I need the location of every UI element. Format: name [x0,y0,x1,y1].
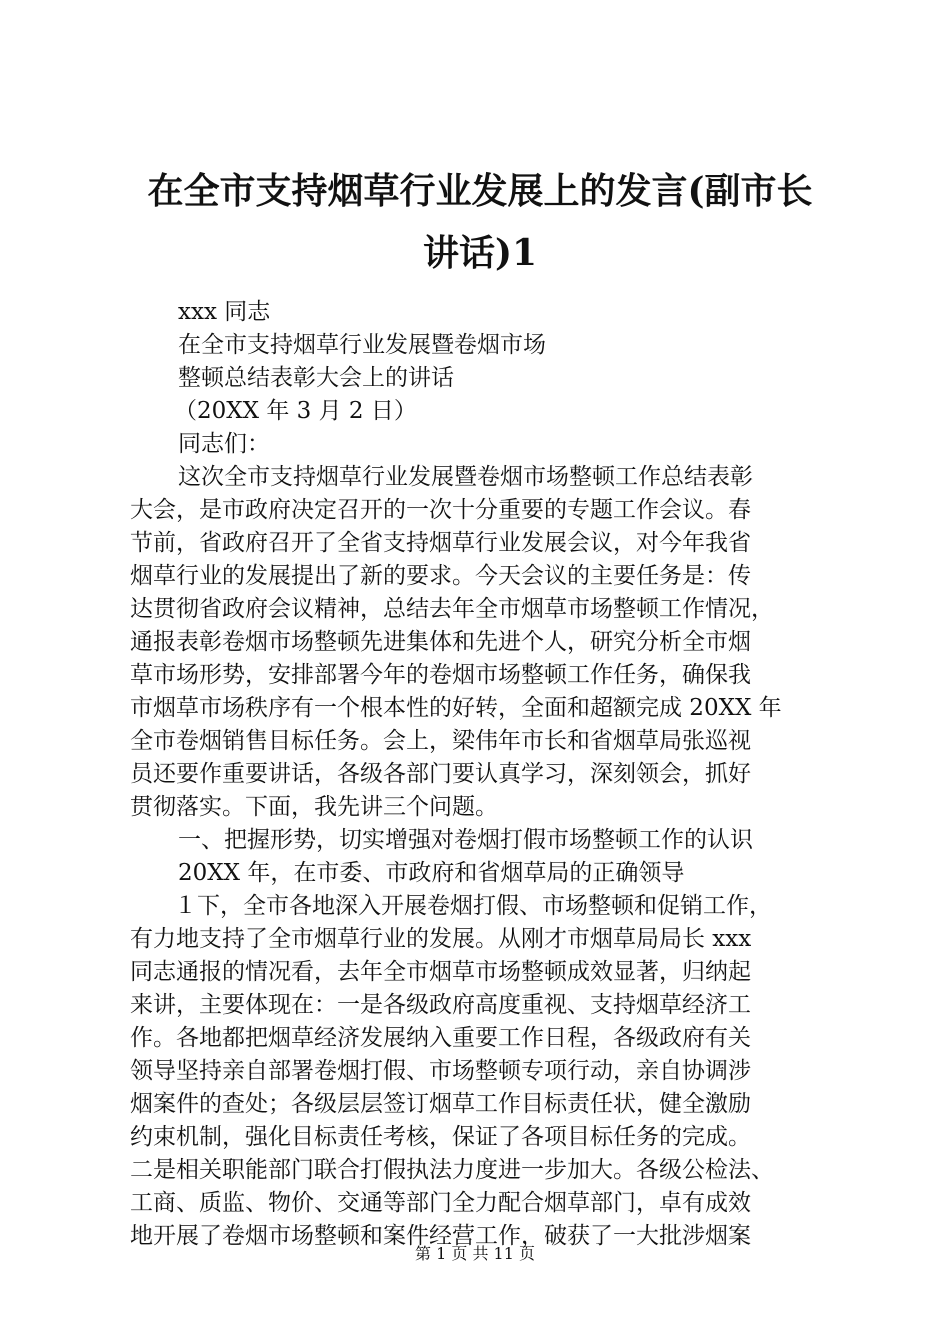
body-line: 全市卷烟销售目标任务。会上，梁伟年市长和省烟草局张巡视 [130,728,751,754]
body-line: 达贯彻省政府会议精神，总结去年全市烟草市场整顿工作情况， [130,596,774,622]
body-line: 员还要作重要讲话，各级各部门要认真学习，深刻领会，抓好 [130,761,751,787]
document-title: 在全市支持烟草行业发展上的发言(副市长讲话)1 [147,170,813,274]
body-line: 这次全市支持烟草行业发展暨卷烟市场整顿工作总结表彰 [178,464,753,490]
body-line: 有力地支持了全市烟草行业的发展。从刚才市烟草局局长 xxx [130,926,752,952]
body-line: 地开展了卷烟市场整顿和案件经营工作，破获了一大批涉烟案 [130,1223,751,1249]
body-line: 通报表彰卷烟市场整顿先进集体和先进个人，研究分析全市烟 [130,629,751,655]
body-line: 同志们： [178,431,270,457]
body-line: 二是相关职能部门联合打假执法力度进一步加大。各级公检法、 [130,1157,774,1183]
page-footer: 第 1 页 共 11 页 [415,1244,535,1263]
body-line: 整顿总结表彰大会上的讲话 [178,365,454,391]
body-line: 草市场形势，安排部署今年的卷烟市场整顿工作任务，确保我 [130,662,751,688]
body-line: １下，全市各地深入开展卷烟打假、市场整顿和促销工作， [174,893,772,919]
body-line: xxx 同志 [178,299,271,325]
body-line: 作。各地都把烟草经济发展纳入重要工作日程，各级政府有关 [130,1025,751,1051]
body-line: 市烟草市场秩序有一个根本性的好转，全面和超额完成 20XX 年 [130,695,782,721]
document-body [130,296,830,1253]
body-line: 来讲，主要体现在：一是各级政府高度重视、支持烟草经济工 [130,992,751,1018]
body-line: 同志通报的情况看，去年全市烟草市场整顿成效显著，归纳起 [130,959,751,985]
body-line: 约束机制，强化目标责任考核，保证了各项目标任务的完成。 [130,1124,751,1150]
body-line: 在全市支持烟草行业发展暨卷烟市场 [178,332,546,358]
body-line: 烟案件的查处；各级层层签订烟草工作目标责任状，健全激励 [130,1091,751,1117]
body-line: 领导坚持亲自部署卷烟打假、市场整顿专项行动，亲自协调涉 [130,1058,751,1084]
body-line: 工商、质监、物价、交通等部门全力配合烟草部门，卓有成效 [130,1190,751,1216]
body-line: 节前，省政府召开了全省支持烟草行业发展会议，对今年我省 [130,530,751,556]
body-line: 大会，是市政府决定召开的一次十分重要的专题工作会议。春 [130,497,751,523]
body-line: 贯彻落实。下面，我先讲三个问题。 [130,794,498,820]
body-line: 20XX 年，在市委、市政府和省烟草局的正确领导 [178,860,685,886]
body-line: 烟草行业的发展提出了新的要求。今天会议的主要任务是：传 [130,563,751,589]
body-line: 一、把握形势，切实增强对卷烟打假市场整顿工作的认识 [178,827,753,853]
body-line: （20XX 年 3 月 2 日） [174,398,417,424]
